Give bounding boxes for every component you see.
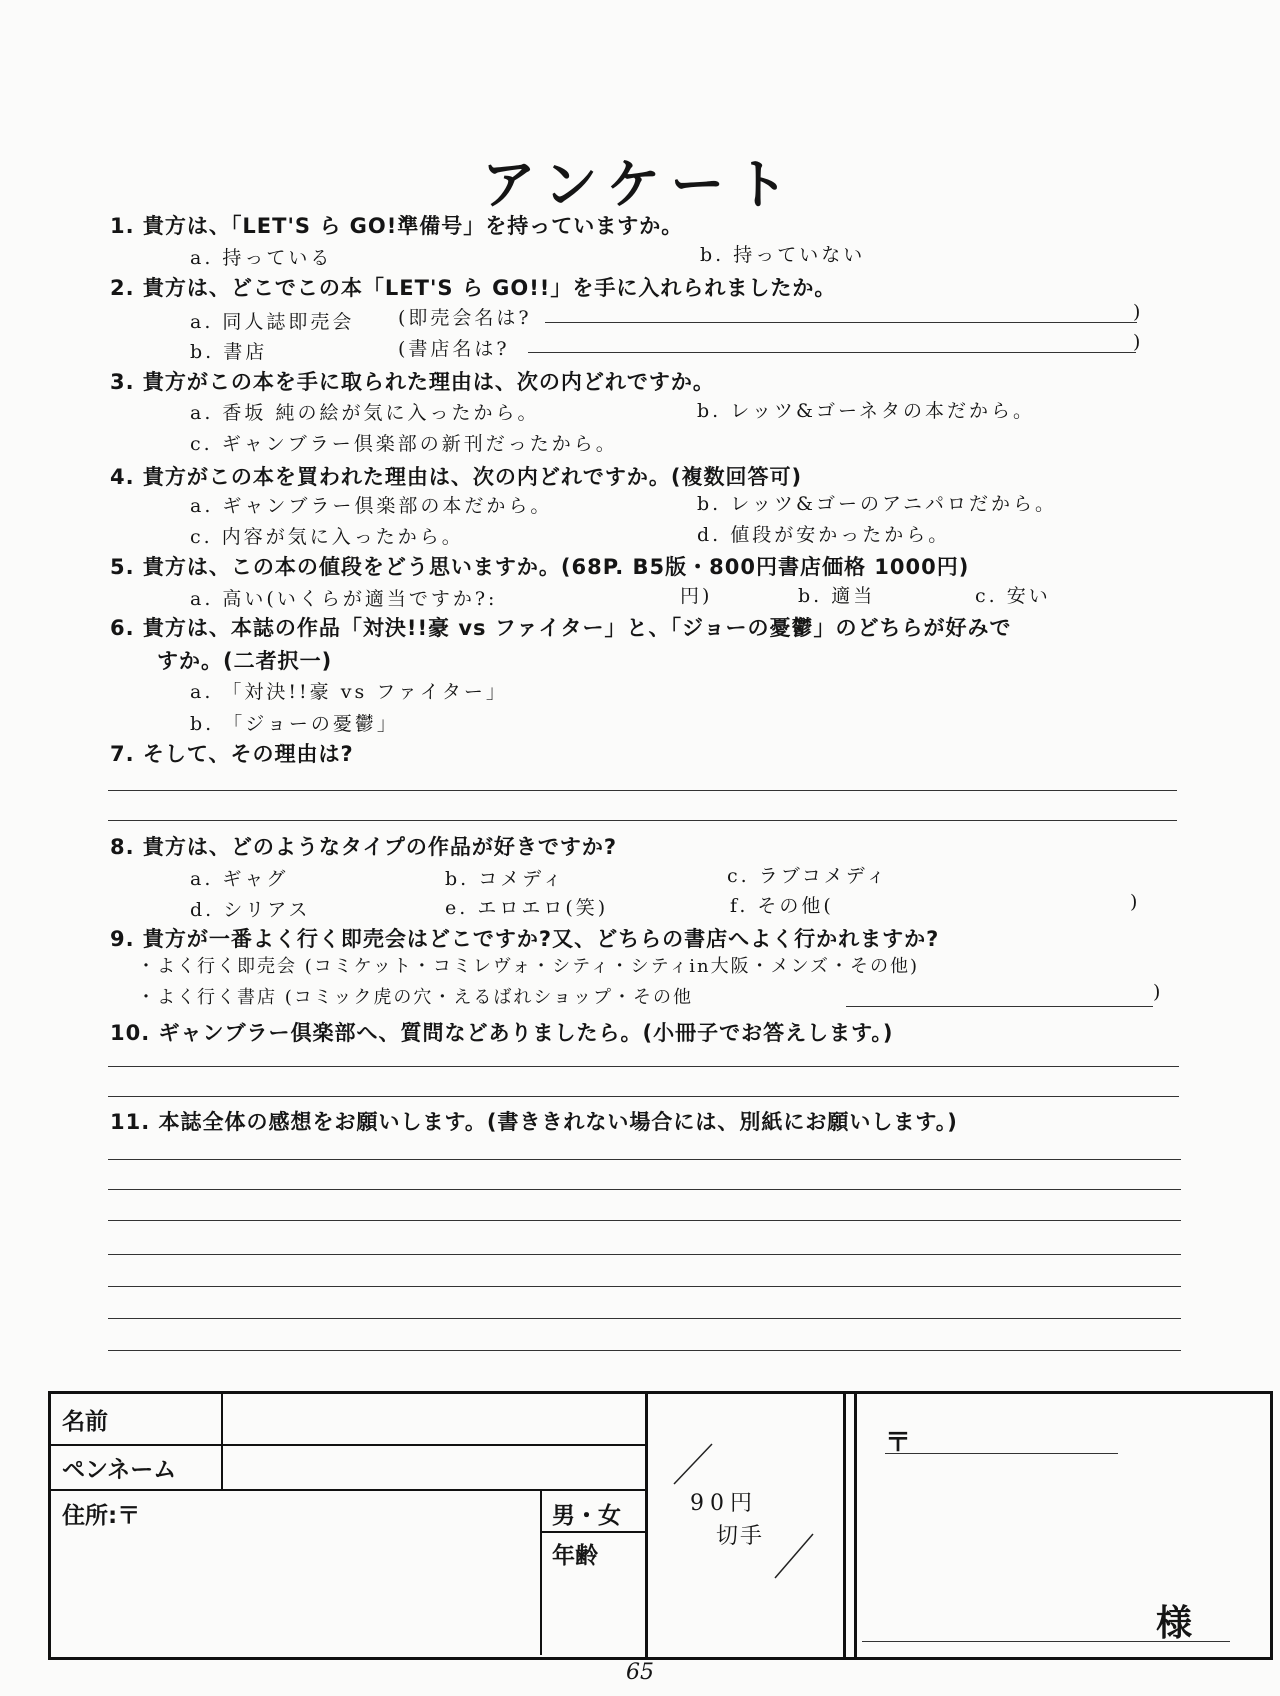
q9-store-choices[interactable]: ・よく行く書店 (コミック虎の穴・えるばれショップ・その他 — [137, 987, 694, 1008]
question-4: 4. 貴方がこの本を買われた理由は、次の内どれですか。(複数回答可) — [110, 465, 803, 489]
q7-answer-line[interactable] — [108, 790, 1177, 791]
stamp-label: 切手 — [716, 1524, 765, 1549]
q11-answer-line[interactable] — [108, 1286, 1181, 1287]
gender-label[interactable]: 男・女 — [552, 1503, 621, 1529]
question-8: 8. 貴方は、どのようなタイプの作品が好きですか? — [110, 835, 618, 859]
q4-option-c[interactable]: c. 内容が気に入ったから。 — [190, 526, 464, 548]
page-number: 65 — [626, 1660, 654, 1685]
recipient-name-line — [862, 1641, 1230, 1642]
q8-other-close-paren: ) — [1130, 891, 1141, 913]
question-10: 10. ギャンブラー倶楽部へ、質問などありましたら。(小冊子でお答えします。) — [110, 1021, 894, 1045]
q9-other-store-field[interactable] — [846, 1006, 1153, 1007]
q2-event-name-prompt: (即売会名は? — [398, 307, 532, 329]
q11-answer-line[interactable] — [108, 1220, 1181, 1221]
q2-store-name-field[interactable] — [528, 352, 1136, 353]
q11-answer-line[interactable] — [108, 1189, 1181, 1190]
question-3: 3. 貴方がこの本を手に取られた理由は、次の内どれですか。 — [110, 370, 715, 394]
honorific: 様 — [1156, 1603, 1193, 1644]
q2-store-name-prompt: (書店名は? — [398, 338, 510, 360]
q4-option-b[interactable]: b. レッツ&ゴーのアニパロだから。 — [697, 493, 1058, 515]
question-2: 2. 貴方は、どこでこの本「LET'S ら GO!!」を手に入れられましたか。 — [110, 276, 837, 300]
q11-answer-line[interactable] — [108, 1254, 1181, 1255]
divider — [540, 1489, 542, 1655]
q8-option-d[interactable]: d. シリアス — [190, 899, 311, 921]
question-11: 11. 本誌全体の感想をお願いします。(書ききれない場合には、別紙にお願いします。) — [110, 1110, 958, 1134]
postal-code-field[interactable] — [885, 1453, 1118, 1454]
q3-option-c[interactable]: c. ギャンブラー倶楽部の新刊だったから。 — [190, 433, 618, 455]
q11-answer-line[interactable] — [108, 1318, 1181, 1319]
divider — [51, 1444, 645, 1446]
q11-answer-line[interactable] — [108, 1159, 1181, 1160]
divider — [221, 1393, 223, 1489]
divider — [854, 1391, 857, 1657]
question-1: 1. 貴方は、「LET'S ら GO!準備号」を持っていますか。 — [110, 214, 684, 238]
q1-option-b[interactable]: b. 持っていない — [700, 244, 866, 266]
q5-option-b[interactable]: b. 適当 — [798, 585, 876, 607]
name-field[interactable] — [226, 1396, 641, 1441]
q2-option-b[interactable]: b. 書店 — [190, 341, 268, 363]
divider — [645, 1391, 648, 1657]
address-label: 住所:〒 — [62, 1503, 141, 1529]
question-6-continued: すか。(二者択一) — [157, 649, 333, 673]
q8-option-b[interactable]: b. コメディ — [445, 868, 565, 890]
q7-answer-line[interactable] — [108, 820, 1177, 821]
q8-option-c[interactable]: c. ラブコメディ — [727, 865, 889, 887]
q2-option-a[interactable]: a. 同人誌即売会 — [190, 311, 355, 333]
q5-yen-unit: 円) — [680, 585, 713, 607]
q9-store-close-paren: ) — [1153, 981, 1164, 1003]
penname-label: ペンネーム — [62, 1457, 177, 1483]
q2-event-name-field[interactable] — [545, 322, 1137, 323]
q8-option-a[interactable]: a. ギャグ — [190, 868, 289, 890]
q11-answer-line[interactable] — [108, 1350, 1181, 1351]
question-5: 5. 貴方は、この本の値段をどう思いますか。(68P. B5版・800円書店価格 1000円) — [110, 555, 970, 579]
q5-option-a[interactable]: a. 高い(いくらが適当ですか?: — [190, 588, 498, 610]
q10-answer-line[interactable] — [108, 1096, 1179, 1097]
q8-option-f[interactable]: f. その他( — [730, 895, 834, 917]
q5-option-c[interactable]: c. 安い — [975, 585, 1051, 607]
age-field[interactable] — [545, 1566, 641, 1650]
question-6: 6. 貴方は、本誌の作品「対決!!豪 vs ファイター」と、「ジョーの憂鬱」のどちらが好みで — [110, 616, 1012, 640]
q6-option-a[interactable]: a. 「対決!!豪 vs ファイター」 — [190, 681, 508, 703]
postal-mark: 〒 — [885, 1428, 912, 1458]
divider — [51, 1489, 645, 1491]
q3-option-a[interactable]: a. 香坂 純の絵が気に入ったから。 — [190, 402, 540, 424]
q2-store-close-paren: ) — [1133, 331, 1144, 353]
question-7: 7. そして、その理由は? — [110, 742, 354, 766]
page-title: アンケート — [481, 153, 799, 216]
address-field[interactable] — [54, 1528, 536, 1650]
q2-event-close-paren: ) — [1133, 301, 1144, 323]
stamp-price: 90円 — [690, 1491, 758, 1516]
q3-option-b[interactable]: b. レッツ&ゴーネタの本だから。 — [697, 400, 1036, 422]
q10-answer-line[interactable] — [108, 1066, 1179, 1067]
name-label: 名前 — [62, 1409, 108, 1435]
q4-option-d[interactable]: d. 値段が安かったから。 — [697, 524, 951, 546]
q6-option-b[interactable]: b. 「ジョーの憂鬱」 — [190, 713, 399, 735]
q4-option-a[interactable]: a. ギャンブラー倶楽部の本だから。 — [190, 495, 553, 517]
q1-option-a[interactable]: a. 持っている — [190, 247, 333, 269]
penname-field[interactable] — [226, 1447, 641, 1487]
age-label: 年齢 — [552, 1543, 598, 1569]
divider — [843, 1391, 846, 1657]
q9-event-choices[interactable]: ・よく行く即売会 (コミケット・コミレヴォ・シティ・シティin大阪・メンズ・その他) — [137, 956, 920, 977]
q8-option-e[interactable]: e. エロエロ(笑) — [445, 897, 609, 919]
divider — [540, 1531, 645, 1533]
question-9: 9. 貴方が一番よく行く即売会はどこですか?又、どちらの書店へよく行かれますか? — [110, 927, 940, 951]
